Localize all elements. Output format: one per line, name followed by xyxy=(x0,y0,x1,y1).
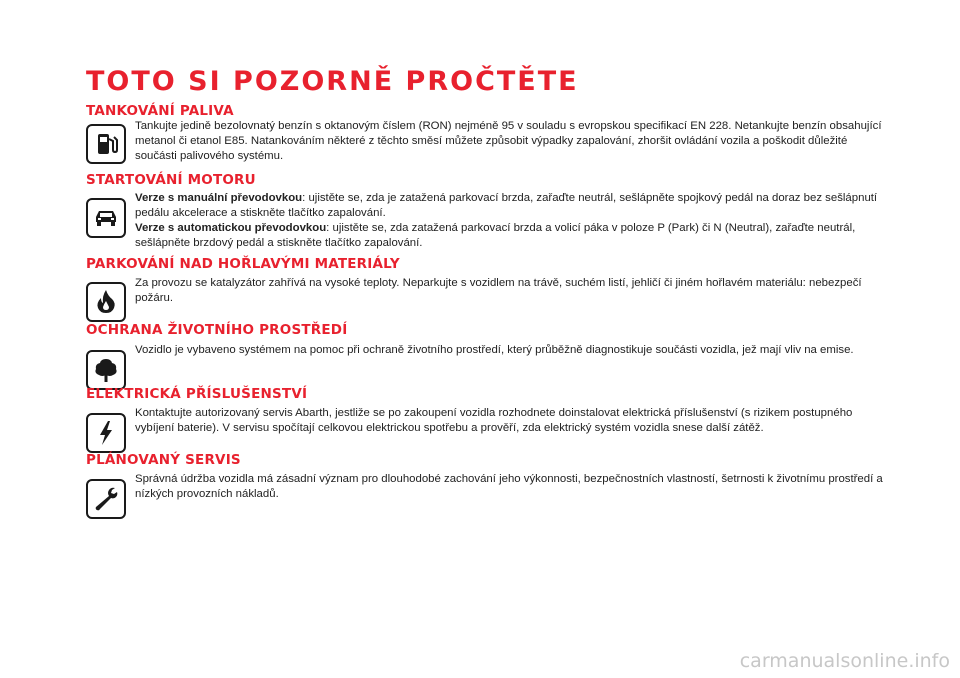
section-text: Kontaktujte autorizovaný servis Abarth, jestliže se po zakoupení vozidla rozhodnete doinstalovat elektrická příslušenství (s rizikem postupného vybíjení baterie). V servisu spočítají celkovou elektrickou spotřebu a prověří, zda elektrický systém vozidla snese další zátěž. xyxy=(135,407,853,434)
fire-icon xyxy=(86,282,126,322)
section-text: Za provozu se katalyzátor zahřívá na vysoké teploty. Neparkujte s vozidlem na trávě, suchém listí, jehličí či jiném hořlavém materiálu: nebezpečí požáru. xyxy=(135,277,862,304)
section-electrical xyxy=(86,386,886,436)
wrench-icon xyxy=(86,479,126,519)
section-title: TANKOVÁNÍ PALIVA xyxy=(86,103,234,119)
auto-text: : ujistěte se, zda zatažená parkovací brzda a volicí páka v poloze P (Park) či N (Neutral), zařaďte neutrál, sešlápněte brzdový pedál a stiskněte tlačítko zapalování. xyxy=(135,222,856,249)
section-text: Tankujte jedině bezolovnatý benzín s oktanovým číslem (RON) nejméně 95 v souladu s evropskou specifikací EN 228. Netankujte benzín obsahující metanol či etanol E85. Natankováním některé z těchto směsí můžete způsobit výpadky zapalování, zhoršit ovládání vozila a poškodit důležité součásti palivového systému. xyxy=(135,120,882,162)
section-parking xyxy=(86,256,886,306)
section-title: ELEKTRICKÁ PŘÍSLUŠENSTVÍ xyxy=(86,386,308,402)
page-title: TOTO SI POZORNĚ PROČTĚTE xyxy=(86,66,579,97)
lightning-icon xyxy=(86,413,126,453)
fuel-pump-icon xyxy=(86,124,126,164)
tree-icon xyxy=(86,350,126,390)
section-service xyxy=(86,452,886,502)
section-title: PLÁNOVANÝ SERVIS xyxy=(86,452,241,468)
section-title: OCHRANA ŽIVOTNÍHO PROSTŘEDÍ xyxy=(86,322,348,338)
car-icon xyxy=(86,198,126,238)
manual-text: : ujistěte se, zda je zatažená parkovací brzda, zařaďte neutrál, sešlápněte spojkový pedál na doraz bez sešlápnutí pedálu akcelerace a stiskněte tlačítko zapalování. xyxy=(135,192,878,219)
section-title: PARKOVÁNÍ NAD HOŘLAVÝMI MATERIÁLY xyxy=(86,256,400,272)
auto-label: Verze s automatickou převodovkou xyxy=(135,222,327,234)
section-starting xyxy=(86,172,886,251)
section-text: Správná údržba vozidla má zásadní význam pro dlouhodobé zachování jeho výkonnosti, bezpečnostních vlastností, šetrnosti k životnímu prostředí a nízkých provozních nákladů. xyxy=(135,473,883,500)
section-environment xyxy=(86,322,886,358)
watermark: carmanualsonline.info xyxy=(739,650,950,672)
section-fuel xyxy=(86,103,886,164)
manual-label: Verze s manuální převodovkou xyxy=(135,192,303,204)
section-text: Vozidlo je vybaveno systémem na pomoc při ochraně životního prostředí, který průběžně diagnostikuje součásti vozidla, jež mají vliv na emise. xyxy=(135,344,854,356)
section-title: STARTOVÁNÍ MOTORU xyxy=(86,172,256,188)
